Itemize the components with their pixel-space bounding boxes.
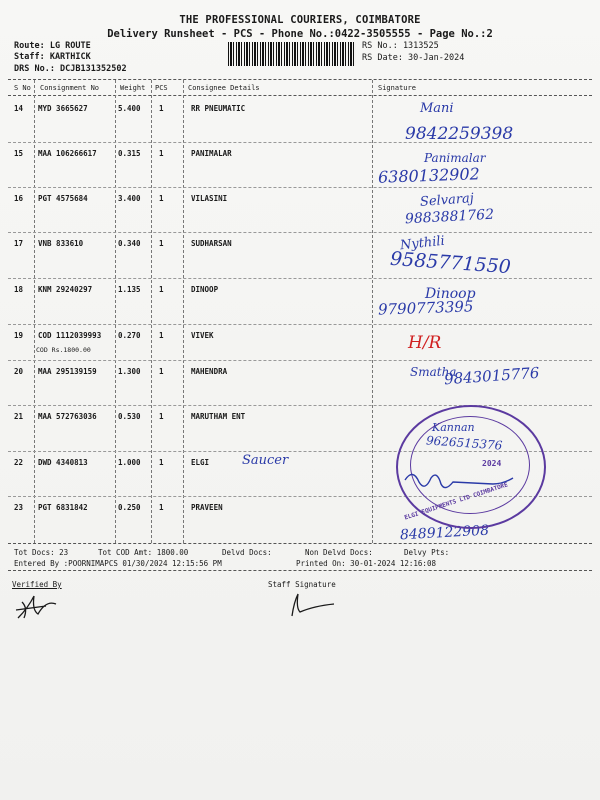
summary-rule (8, 543, 592, 544)
consignment-number: MYD 3665627 (38, 104, 88, 113)
stamp-date: 2024 (482, 459, 502, 468)
row-separator (8, 324, 592, 325)
serial-number: 15 (14, 149, 24, 158)
pcs-count: 1 (159, 331, 164, 340)
weight-value: 1.000 (118, 458, 141, 467)
weight-value: 0.340 (118, 239, 141, 248)
pcs-count: 1 (159, 194, 164, 203)
consignee-name: MAHENDRA (191, 367, 228, 376)
signature-name: Nythili (399, 233, 446, 254)
consignee-name: VIVEK (191, 331, 214, 340)
pcs-count: 1 (159, 458, 164, 467)
stamp-text: ELGI EQUIPMENTS LTD COIMBATORE (403, 481, 509, 522)
weight-value: 1.300 (118, 367, 141, 376)
signature-phone: 9626515376 (425, 433, 503, 453)
weight-value: 1.135 (118, 285, 141, 294)
printed-on: Printed On: 30-01-2024 12:16:08 (296, 559, 436, 568)
col-weight: Weight (120, 84, 146, 92)
signature-name: Smatha (410, 365, 457, 379)
serial-number: 18 (14, 285, 24, 294)
consignee-name: ELGI (191, 458, 210, 467)
verified-by-label: Verified By (12, 580, 62, 589)
col-pcs: PCS (155, 84, 168, 92)
consignment-number: MAA 295139159 (38, 367, 97, 376)
weight-value: 3.400 (118, 194, 141, 203)
consignment-number: PGT 4575684 (38, 194, 88, 203)
route: Route: LG ROUTE (14, 41, 91, 51)
pcs-count: 1 (159, 239, 164, 248)
barcode (228, 42, 356, 66)
table-row (0, 146, 600, 186)
signature-phone: 8489122908 (399, 522, 490, 544)
consignee-name: RR PNEUMATIC (191, 104, 246, 113)
weight-value: 0.530 (118, 412, 141, 421)
serial-number: 20 (14, 367, 24, 376)
entered-by: Entered By :POORNIMAPCS 01/30/2024 12:15:56 PM (14, 559, 222, 568)
signature-name: Kannan (432, 421, 475, 434)
consignee-name: DINOOP (191, 285, 219, 294)
drs-no: DRS No.: DCJB131352502 (14, 64, 127, 74)
weight-value: 0.250 (118, 503, 141, 512)
consignment-number: KNM 29240297 (38, 285, 93, 294)
col-consignee: Consignee Details (188, 84, 260, 92)
header-top-rule (8, 79, 592, 80)
consignment-number: MAA 106266617 (38, 149, 97, 158)
weight-value: 0.270 (118, 331, 141, 340)
non-delivered-docs: Non Delvd Docs: (305, 548, 373, 557)
consignment-number: DWD 4340813 (38, 458, 88, 467)
consignee-name: VILASINI (191, 194, 228, 203)
consignment-number: COD 1112039993 (38, 331, 102, 340)
signature-phone: 9842259398 (405, 124, 514, 144)
signature-phone: 6380132902 (377, 164, 481, 187)
consignment-number: PGT 6831842 (38, 503, 88, 512)
col-sno: S No (14, 84, 31, 92)
consignment-number: VNB 833610 (38, 239, 84, 248)
consignee-name: SUDHARSAN (191, 239, 232, 248)
delivery-points: Delvy Pts: (404, 548, 450, 557)
signature-phone: 9883881762 (404, 206, 495, 228)
serial-number: 23 (14, 503, 24, 512)
pcs-count: 1 (159, 285, 164, 294)
serial-number: 16 (14, 194, 24, 203)
row-separator (8, 232, 592, 233)
total-cod-amount: Tot COD Amt: 1800.00 (98, 548, 189, 557)
pcs-count: 1 (159, 412, 164, 421)
col-signature: Signature (378, 84, 416, 92)
pcs-count: 1 (159, 367, 164, 376)
delivered-docs: Delvd Docs: (222, 548, 272, 557)
table-row (0, 282, 600, 322)
table-row (0, 328, 600, 368)
runsheet-subtitle: Delivery Runsheet - PCS - Phone No.:0422-3505555 - Page No.:2 (107, 28, 493, 40)
signature-phone: 9585771550 (389, 247, 512, 279)
signature-name: Saucer (242, 453, 289, 468)
signature-name: Selvaraj (419, 191, 475, 210)
signature-name: H/R (408, 333, 442, 353)
consignee-name: PANIMALAR (191, 149, 232, 158)
table-row (0, 191, 600, 231)
row-separator (8, 360, 592, 361)
summary-bottom-rule (8, 570, 592, 571)
row-separator (8, 405, 592, 406)
serial-number: 14 (14, 104, 24, 113)
company-title: THE PROFESSIONAL COURIERS, COIMBATORE (179, 14, 421, 26)
weight-value: 0.315 (118, 149, 141, 158)
signature-name: Mani (420, 101, 454, 116)
serial-number: 19 (14, 331, 24, 340)
staff-signature-label: Staff Signature (268, 580, 336, 589)
row-separator (8, 278, 592, 279)
cod-amount: COD Rs.1800.00 (36, 346, 91, 354)
pcs-count: 1 (159, 104, 164, 113)
serial-number: 22 (14, 458, 24, 467)
pcs-count: 1 (159, 149, 164, 158)
stamp-scribble (400, 462, 530, 502)
signature-name: Dinoop (425, 286, 476, 302)
weight-value: 5.400 (118, 104, 141, 113)
staff-signature (284, 590, 340, 620)
pcs-count: 1 (159, 503, 164, 512)
total-docs: Tot Docs: 23 (14, 548, 69, 557)
serial-number: 17 (14, 239, 24, 248)
consignee-name: MARUTHAM ENT (191, 412, 246, 421)
staff: Staff: KARTHICK (14, 52, 91, 62)
col-consignment: Consignment No (40, 84, 100, 92)
signature-phone: 9790773395 (377, 297, 474, 319)
row-separator (8, 187, 592, 188)
rs-no: RS No.: 1313525 (362, 41, 439, 51)
verifier-signature (12, 588, 62, 624)
signature-phone: 9843015776 (443, 363, 540, 389)
serial-number: 21 (14, 412, 24, 421)
consignee-name: PRAVEEN (191, 503, 223, 512)
consignment-number: MAA 572763036 (38, 412, 97, 421)
header-bottom-rule (8, 95, 592, 96)
signature-name: Panimalar (424, 151, 486, 165)
rs-date: RS Date: 30-Jan-2024 (362, 53, 465, 63)
